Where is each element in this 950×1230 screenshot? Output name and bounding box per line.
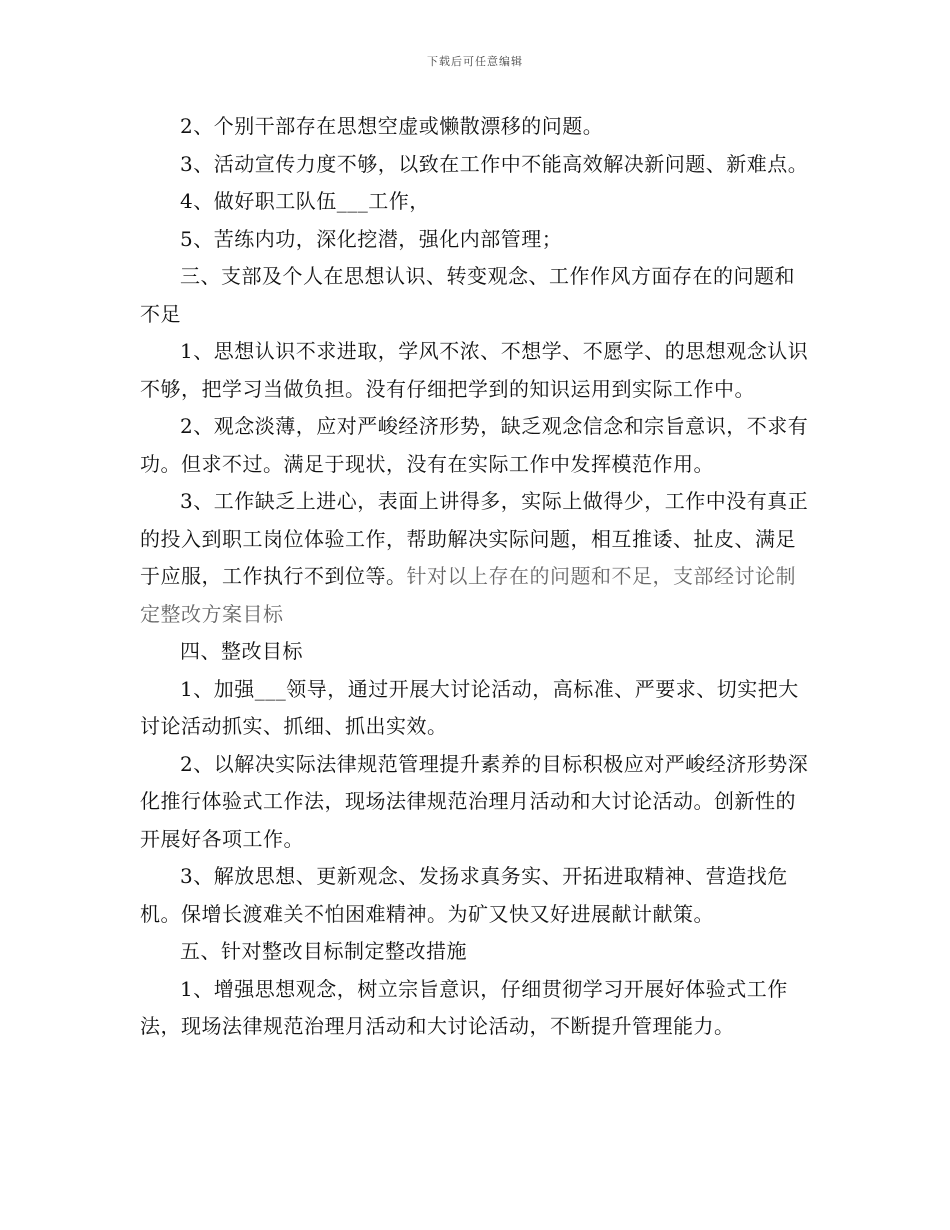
paragraph-11: 1、增强思想观念，树立宗旨意识，仔细贯彻学习开展好体验式工作法，现场法律规范治理月活动和大讨论活动，不断提升管理能力。 — [140, 976, 788, 1038]
paragraph-2: 3、活动宣传力度不够，以致在工作中不能高效解决新问题、新难点。 — [180, 151, 809, 176]
section-heading-3: 三、支部及个人在思想认识、转变观念、工作作风方面存在的问题和不足 — [140, 264, 795, 326]
paragraph-3: 4、做好职工队伍___工作， — [180, 189, 430, 213]
paragraph-4: 5、苦练内功，深化挖潜，强化内部管理； — [180, 226, 563, 251]
paragraph-7 — [140, 483, 810, 633]
paragraph-8: 1、加强___领导，通过开展大讨论活动，高标准、严要求、切实把大讨论活动抓实、抓细、抓出实效。 — [140, 676, 799, 738]
inline-note: 针对以上存在的问题和不足，支部经讨论制定整改方案目标 — [140, 564, 796, 626]
paragraph-6: 2、观念淡薄，应对严峻经济形势，缺乏观念信念和宗旨意识，不求有功。但求不过。满足于现状，没有在实际工作中发挥模范作用。 — [140, 414, 809, 476]
paragraph-10: 3、解放思想、更新观念、发扬求真务实、开拓进取精神、营造找危机。保增长渡难关不怕困难精神。为矿又快又好进展献计献策。 — [140, 864, 788, 926]
paragraph-1: 2、个别干部存在思想空虚或懒散漂移的问题。 — [180, 114, 604, 138]
paragraph-7-text: 3、工作缺乏上进心，表面上讲得多，实际上做得少，工作中没有真正的投入到职工岗位体验工作，帮助解决实际问题，相互推诿、扯皮、满足于应服，工作执行不到位等。 — [140, 489, 809, 588]
document-body — [140, 108, 810, 1046]
paragraph-9: 2、以解决实际法律规范管理提升素养的目标积极应对严峻经济形势深化推行体验式工作法，现场法律规范治理月活动和大讨论活动。创新性的开展好各项工作。 — [140, 751, 809, 851]
paragraph-5: 1、思想认识不求进取，学风不浓、不想学、不愿学、的思想观念认识不够，把学习当做负担。没有仔细把学到的知识运用到实际工作中。 — [140, 339, 809, 401]
header-note: 下载后可任意编辑 — [427, 55, 523, 68]
section-heading-4: 四、整改目标 — [180, 639, 303, 663]
section-heading-5: 五、针对整改目标制定整改措施 — [180, 939, 467, 963]
